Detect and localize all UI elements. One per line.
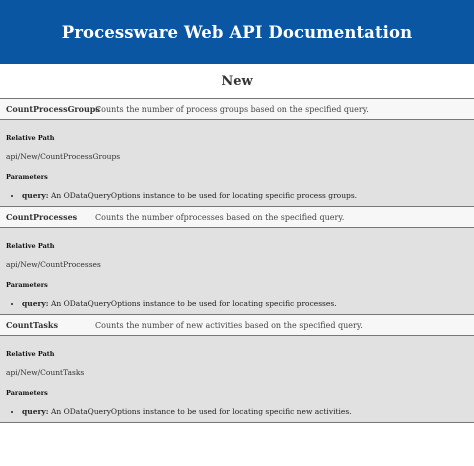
- parameter-item: [22, 299, 468, 308]
- endpoint-name: CountProcessGroups: [6, 104, 100, 114]
- endpoint-list: [0, 98, 474, 423]
- endpoint-name: CountProcesses: [6, 212, 78, 222]
- endpoint-header[interactable]: [0, 315, 474, 336]
- parameter-list: [6, 407, 468, 416]
- parameters-label: Parameters: [6, 281, 48, 289]
- parameters-label: Parameters: [6, 173, 48, 181]
- relative-path-value: api/New/CountProcessGroups: [6, 152, 121, 161]
- endpoint-description: Counts the number ofprocesses based on the specified query.: [95, 212, 345, 222]
- parameter-name: query:: [22, 299, 49, 308]
- parameter-description: An ODataQueryOptions instance to be used for locating specific new activities.: [50, 407, 352, 416]
- endpoint-header[interactable]: [0, 99, 474, 120]
- page-title: Processware Web API Documentation: [61, 22, 413, 42]
- parameter-list: [6, 191, 468, 200]
- parameter-name: query:: [22, 407, 49, 416]
- relative-path-label: Relative Path: [6, 134, 55, 142]
- parameter-description: An ODataQueryOptions instance to be used for locating specific processes.: [50, 299, 337, 308]
- relative-path-label: Relative Path: [6, 242, 55, 250]
- endpoint-description: Counts the number of new activities based on the specified query.: [95, 320, 363, 330]
- parameter-item: [22, 191, 468, 200]
- endpoint-name: CountTasks: [6, 320, 58, 330]
- relative-path-label: Relative Path: [6, 350, 55, 358]
- parameter-name: query:: [22, 191, 49, 200]
- relative-path-value: api/New/CountProcesses: [6, 260, 101, 269]
- parameter-description: An ODataQueryOptions instance to be used for locating specific process groups.: [50, 191, 358, 200]
- page-header: [0, 0, 474, 64]
- endpoint-details: [0, 336, 474, 423]
- parameter-list: [6, 299, 468, 308]
- endpoint-details: [0, 120, 474, 207]
- parameter-item: [22, 407, 468, 416]
- parameters-label: Parameters: [6, 389, 48, 397]
- endpoint-description: Counts the number of process groups based on the specified query.: [95, 104, 369, 114]
- endpoint-header[interactable]: [0, 207, 474, 228]
- section-title: New: [221, 73, 253, 89]
- endpoint-details: [0, 228, 474, 315]
- relative-path-value: api/New/CountTasks: [6, 368, 85, 377]
